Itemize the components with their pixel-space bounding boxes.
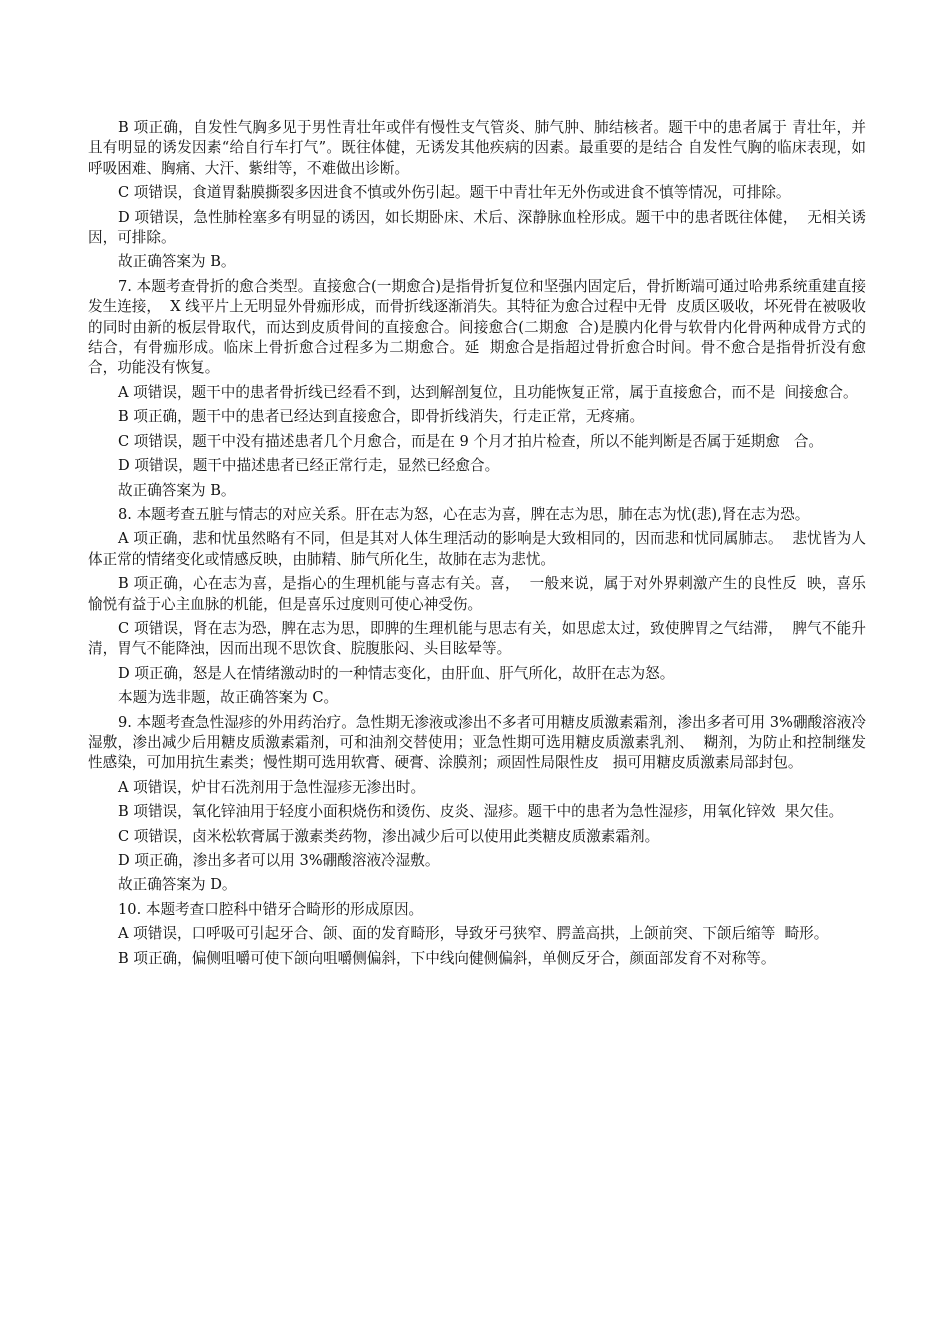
paragraph: B 项正确，自发性气胸多见于男性青壮年或伴有慢性支气管炎、肺气肿、肺结核者。题干中的患者属于 青壮年，并且有明显的诱发因素“给自行车打气”。既往体健，无诱发其他疾病的因素。最重要的是结合 自发性气胸的临床表现，如呼吸困难、胸痛、大汗、紫绀等，不难做出诊断。 [88, 119, 866, 177]
paragraph: D 项错误，急性肺栓塞多有明显的诱因，如长期卧床、术后、深静脉血栓形成。题干中的患者既往体健， 无相关诱因，可排除。 [88, 208, 866, 247]
paragraph: B 项正确，心在志为喜，是指心的生理机能与喜志有关。喜， 一般来说，属于对外界刺激产生的良性反 映，喜乐愉悦有益于心主血脉的机能，但是喜乐过度则可使心神受伤。 [88, 575, 866, 613]
paragraph: D 项正确，怒是人在情绪激动时的一种情志变化，由肝血、肝气所化，故肝在志为怒。 [118, 664, 675, 682]
paragraph: 故正确答案为 B。 [118, 481, 236, 499]
document-page [88, 118, 866, 973]
paragraph: B 项正确，偏侧咀嚼可使下颌向咀嚼侧偏斜，下中线向健侧偏斜，单侧反牙合，颜面部发育不对称等。 [118, 949, 776, 967]
paragraph: C 项错误，题干中没有描述患者几个月愈合，而是在 9 个月才拍片检查，所以不能判断是否属于延期愈 合。 [118, 432, 824, 450]
paragraph: D 项错误，题干中描述患者已经正常行走，显然已经愈合。 [118, 457, 500, 475]
paragraph: 8. 本题考查五脏与情志的对应关系。肝在志为怒，心在志为喜，脾在志为思，肺在志为忧(悲),肾在志为恐。 [118, 505, 810, 523]
paragraph: 本题为选非题，故正确答案为 C。 [118, 689, 339, 707]
paragraph: D 项正确，渗出多者可以用 3%硼酸溶液冷湿敷。 [118, 852, 440, 869]
paragraph: B 项正确，题干中的患者已经达到直接愈合，即骨折线消失，行走正常，无疼痛。 [118, 408, 645, 426]
paragraph: A 项正确，悲和忧虽然略有不同，但是其对人体生理活动的影响是大致相同的，因而悲和忧同属肺志。 悲忧皆为人体正常的情绪变化或情感反映，由肺精、肺气所化生，故肺在志为悲忧。 [88, 530, 866, 568]
paragraph: B 项错误，氧化锌油用于轻度小面积烧伤和烫伤、皮炎、湿疹。题干中的患者为急性湿疹，用氧化锌效 果欠佳。 [118, 803, 844, 821]
paragraph: 故正确答案为 D。 [118, 876, 237, 894]
paragraph: 故正确答案为 B。 [118, 253, 236, 271]
paragraph: A 项错误，题干中的患者骨折线已经看不到，达到解剖复位，且功能恢复正常，属于直接愈合，而不是 间接愈合。 [118, 383, 858, 401]
paragraph: C 项错误，卤米松软膏属于激素类药物，渗出减少后可以使用此类糖皮质激素霜剂。 [118, 827, 660, 845]
paragraph: A 项错误，炉甘石洗剂用于急性湿疹无渗出时。 [118, 778, 426, 796]
paragraph: 7. 本题考查骨折的愈合类型。直接愈合(一期愈合)是指骨折复位和坚强内固定后，骨折断端可通过哈弗系统重建直接发生连接， X 线平片上无明显外骨痂形成，而骨折线逐渐消失。其特征为愈合过程中无骨 皮质区吸收，坏死骨在被吸收的同时由新的板层骨取代，而达到皮质骨间的直接愈合。间接愈合(二期愈 合)是膜内化骨与软骨内化骨两种成骨方式的结合，有骨痂形成。临床上骨折愈合过程多为二期愈合。延 期愈合是指超过骨折愈合时间。骨不愈合是指骨折没有愈合，功能没有恢复。 [88, 277, 866, 377]
paragraph: A 项错误，口呼吸可引起牙合、颌、面的发育畸形，导致牙弓狭窄、腭盖高拱，上颌前突、下颌后缩等 畸形。 [118, 925, 829, 943]
paragraph: 10. 本题考查口腔科中错牙合畸形的形成原因。 [118, 900, 424, 918]
paragraph: C 项错误，食道胃黏膜撕裂多因进食不慎或外伤引起。题干中青壮年无外伤或进食不慎等情况，可排除。 [118, 184, 791, 202]
paragraph: 9. 本题考查急性湿疹的外用药治疗。急性期无渗液或渗出不多者可用糖皮质激素霜剂，渗出多者可用 3%硼酸溶液冷湿敷，渗出减少后用糖皮质激素霜剂，可和油剂交替使用；亚急性期可选用糖皮质激素乳剂、 糊剂，为防止和控制继发性感染，可加用抗生素类；慢性期可选用软膏、硬膏、涂膜剂；顽固性局限性皮 损可用糖皮质激素局部封包。 [88, 713, 866, 772]
paragraph: C 项错误，肾在志为恐，脾在志为思，即脾的生理机能与思志有关，如思虑太过，致使脾胃之气结滞， 脾气不能升清，胃气不能降浊，因而出现不思饮食、脘腹胀闷、头目眩晕等。 [88, 619, 866, 658]
